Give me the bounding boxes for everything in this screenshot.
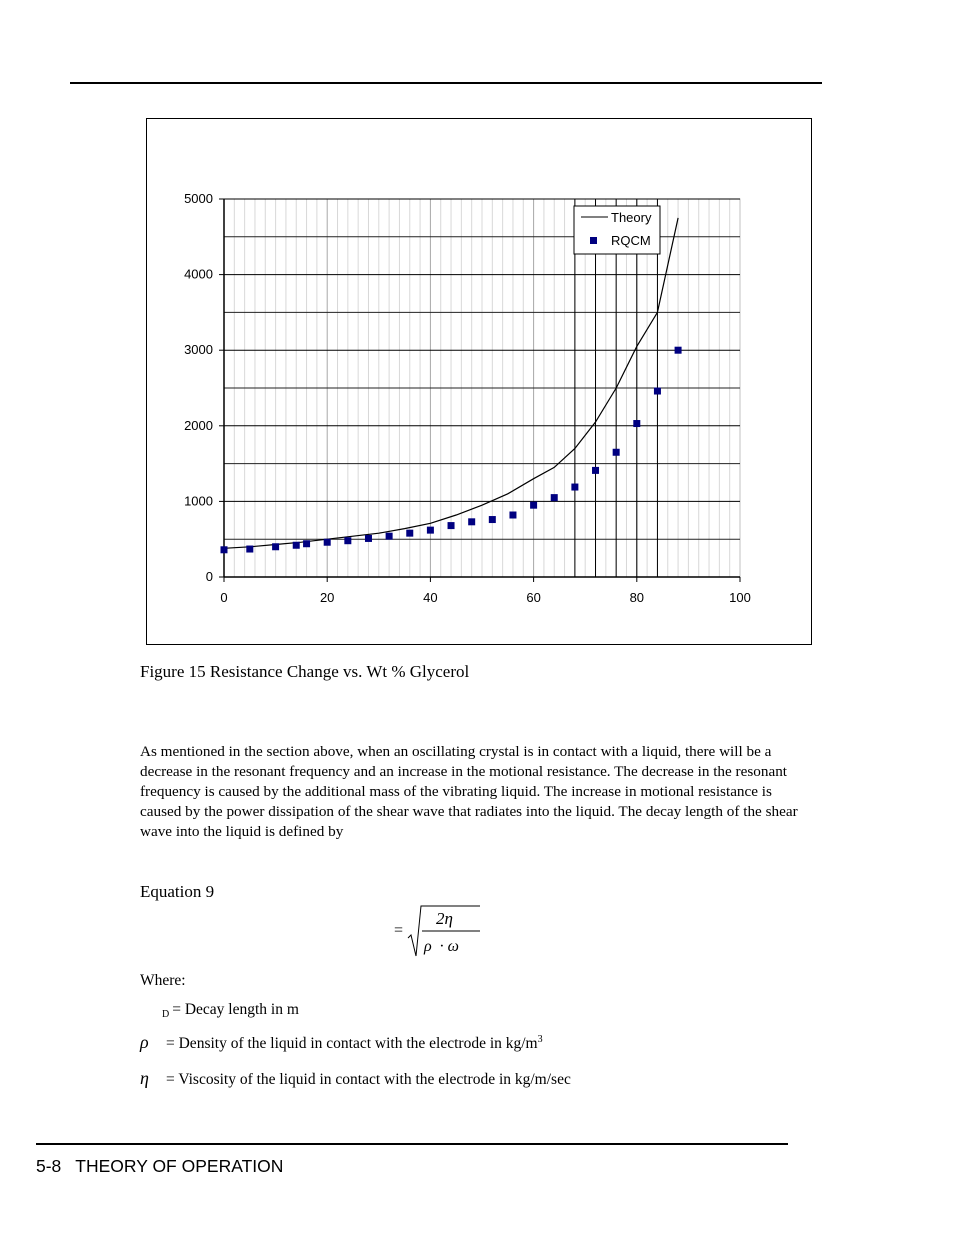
x-tick-label: 60 xyxy=(526,590,541,605)
definition-density xyxy=(140,1032,543,1053)
rqcm-point xyxy=(427,527,434,534)
rqcm-point xyxy=(365,535,372,542)
x-tick-label: 80 xyxy=(629,590,645,605)
definition-decay-length xyxy=(162,1001,299,1019)
legend-theory-label: Theory xyxy=(611,210,652,225)
rqcm-point xyxy=(246,546,253,553)
rqcm-point xyxy=(633,420,640,427)
x-tick-label: 100 xyxy=(729,590,751,605)
figure-caption: Figure 15 Resistance Change vs. Wt % Glycerol xyxy=(140,662,470,681)
numerator: 2η xyxy=(436,909,453,928)
equals-sign: = xyxy=(394,922,404,939)
y-tick-label: 0 xyxy=(205,569,213,584)
rho-symbol: ρ xyxy=(140,1032,149,1052)
section-title: THEORY OF OPERATION xyxy=(75,1156,284,1176)
rqcm-point xyxy=(324,539,331,546)
decay-subscript: D xyxy=(162,1009,170,1020)
denominator: ρ · ω xyxy=(424,938,459,955)
rqcm-point xyxy=(303,540,310,547)
rqcm-point xyxy=(551,494,558,501)
rqcm-point xyxy=(592,467,599,474)
y-tick-label: 2000 xyxy=(184,417,213,433)
rqcm-point xyxy=(406,530,413,537)
eta-symbol: η xyxy=(140,1068,149,1088)
resistance-chart xyxy=(147,119,813,646)
rqcm-point xyxy=(613,449,620,456)
legend-rqcm-label: RQCM xyxy=(611,233,651,248)
rqcm-point xyxy=(272,543,279,550)
x-tick-label: 0 xyxy=(220,590,228,605)
rqcm-point xyxy=(344,537,351,544)
page-number: 5-8 xyxy=(36,1156,62,1176)
y-tick-label: 1000 xyxy=(184,493,213,509)
top-rule xyxy=(70,82,822,84)
rqcm-point xyxy=(386,533,393,540)
where-label: Where: xyxy=(140,972,186,989)
y-tick-label: 4000 xyxy=(184,266,213,282)
body-paragraph: As mentioned in the section above, when an oscillating crystal is in contact with a liquid, there will be a decrease in the resonant frequency and an increase in the motional resistance. The decrease in the resonant frequency is caused by the additional mass of the vibrating liquid. The increase in motional resistance is caused by the power dissipation of the shear wave that radiates into the liquid. The decay length of the shear wave into the liquid is defined by xyxy=(140,743,798,840)
y-tick-label: 5000 xyxy=(184,191,213,206)
rqcm-point xyxy=(293,542,300,549)
chart-frame xyxy=(146,118,812,645)
rqcm-point xyxy=(448,522,455,529)
rqcm-point xyxy=(654,388,661,395)
legend-rqcm-swatch xyxy=(590,237,597,244)
equation-label: Equation 9 xyxy=(140,882,215,901)
rqcm-point xyxy=(530,502,537,509)
rqcm-point xyxy=(468,518,475,525)
cubic-superscript: 3 xyxy=(537,1033,543,1045)
x-tick-label: 40 xyxy=(423,590,438,605)
density-text: = Density of the liquid in contact with the electrode in kg/m xyxy=(166,1035,538,1052)
page-footer xyxy=(36,1156,283,1177)
rqcm-point xyxy=(509,512,516,519)
viscosity-text: = Viscosity of the liquid in contact with the electrode in kg/m/sec xyxy=(166,1071,571,1088)
rqcm-point xyxy=(221,546,228,553)
rqcm-point xyxy=(675,347,682,354)
decay-length-formula xyxy=(380,900,500,960)
decay-text: = Decay length in m xyxy=(172,1001,299,1018)
rqcm-point xyxy=(571,484,578,491)
y-tick-label: 3000 xyxy=(184,342,213,358)
x-tick-label: 20 xyxy=(319,590,335,605)
definition-viscosity xyxy=(140,1068,571,1089)
rqcm-point xyxy=(489,516,496,523)
bottom-rule xyxy=(36,1143,788,1145)
